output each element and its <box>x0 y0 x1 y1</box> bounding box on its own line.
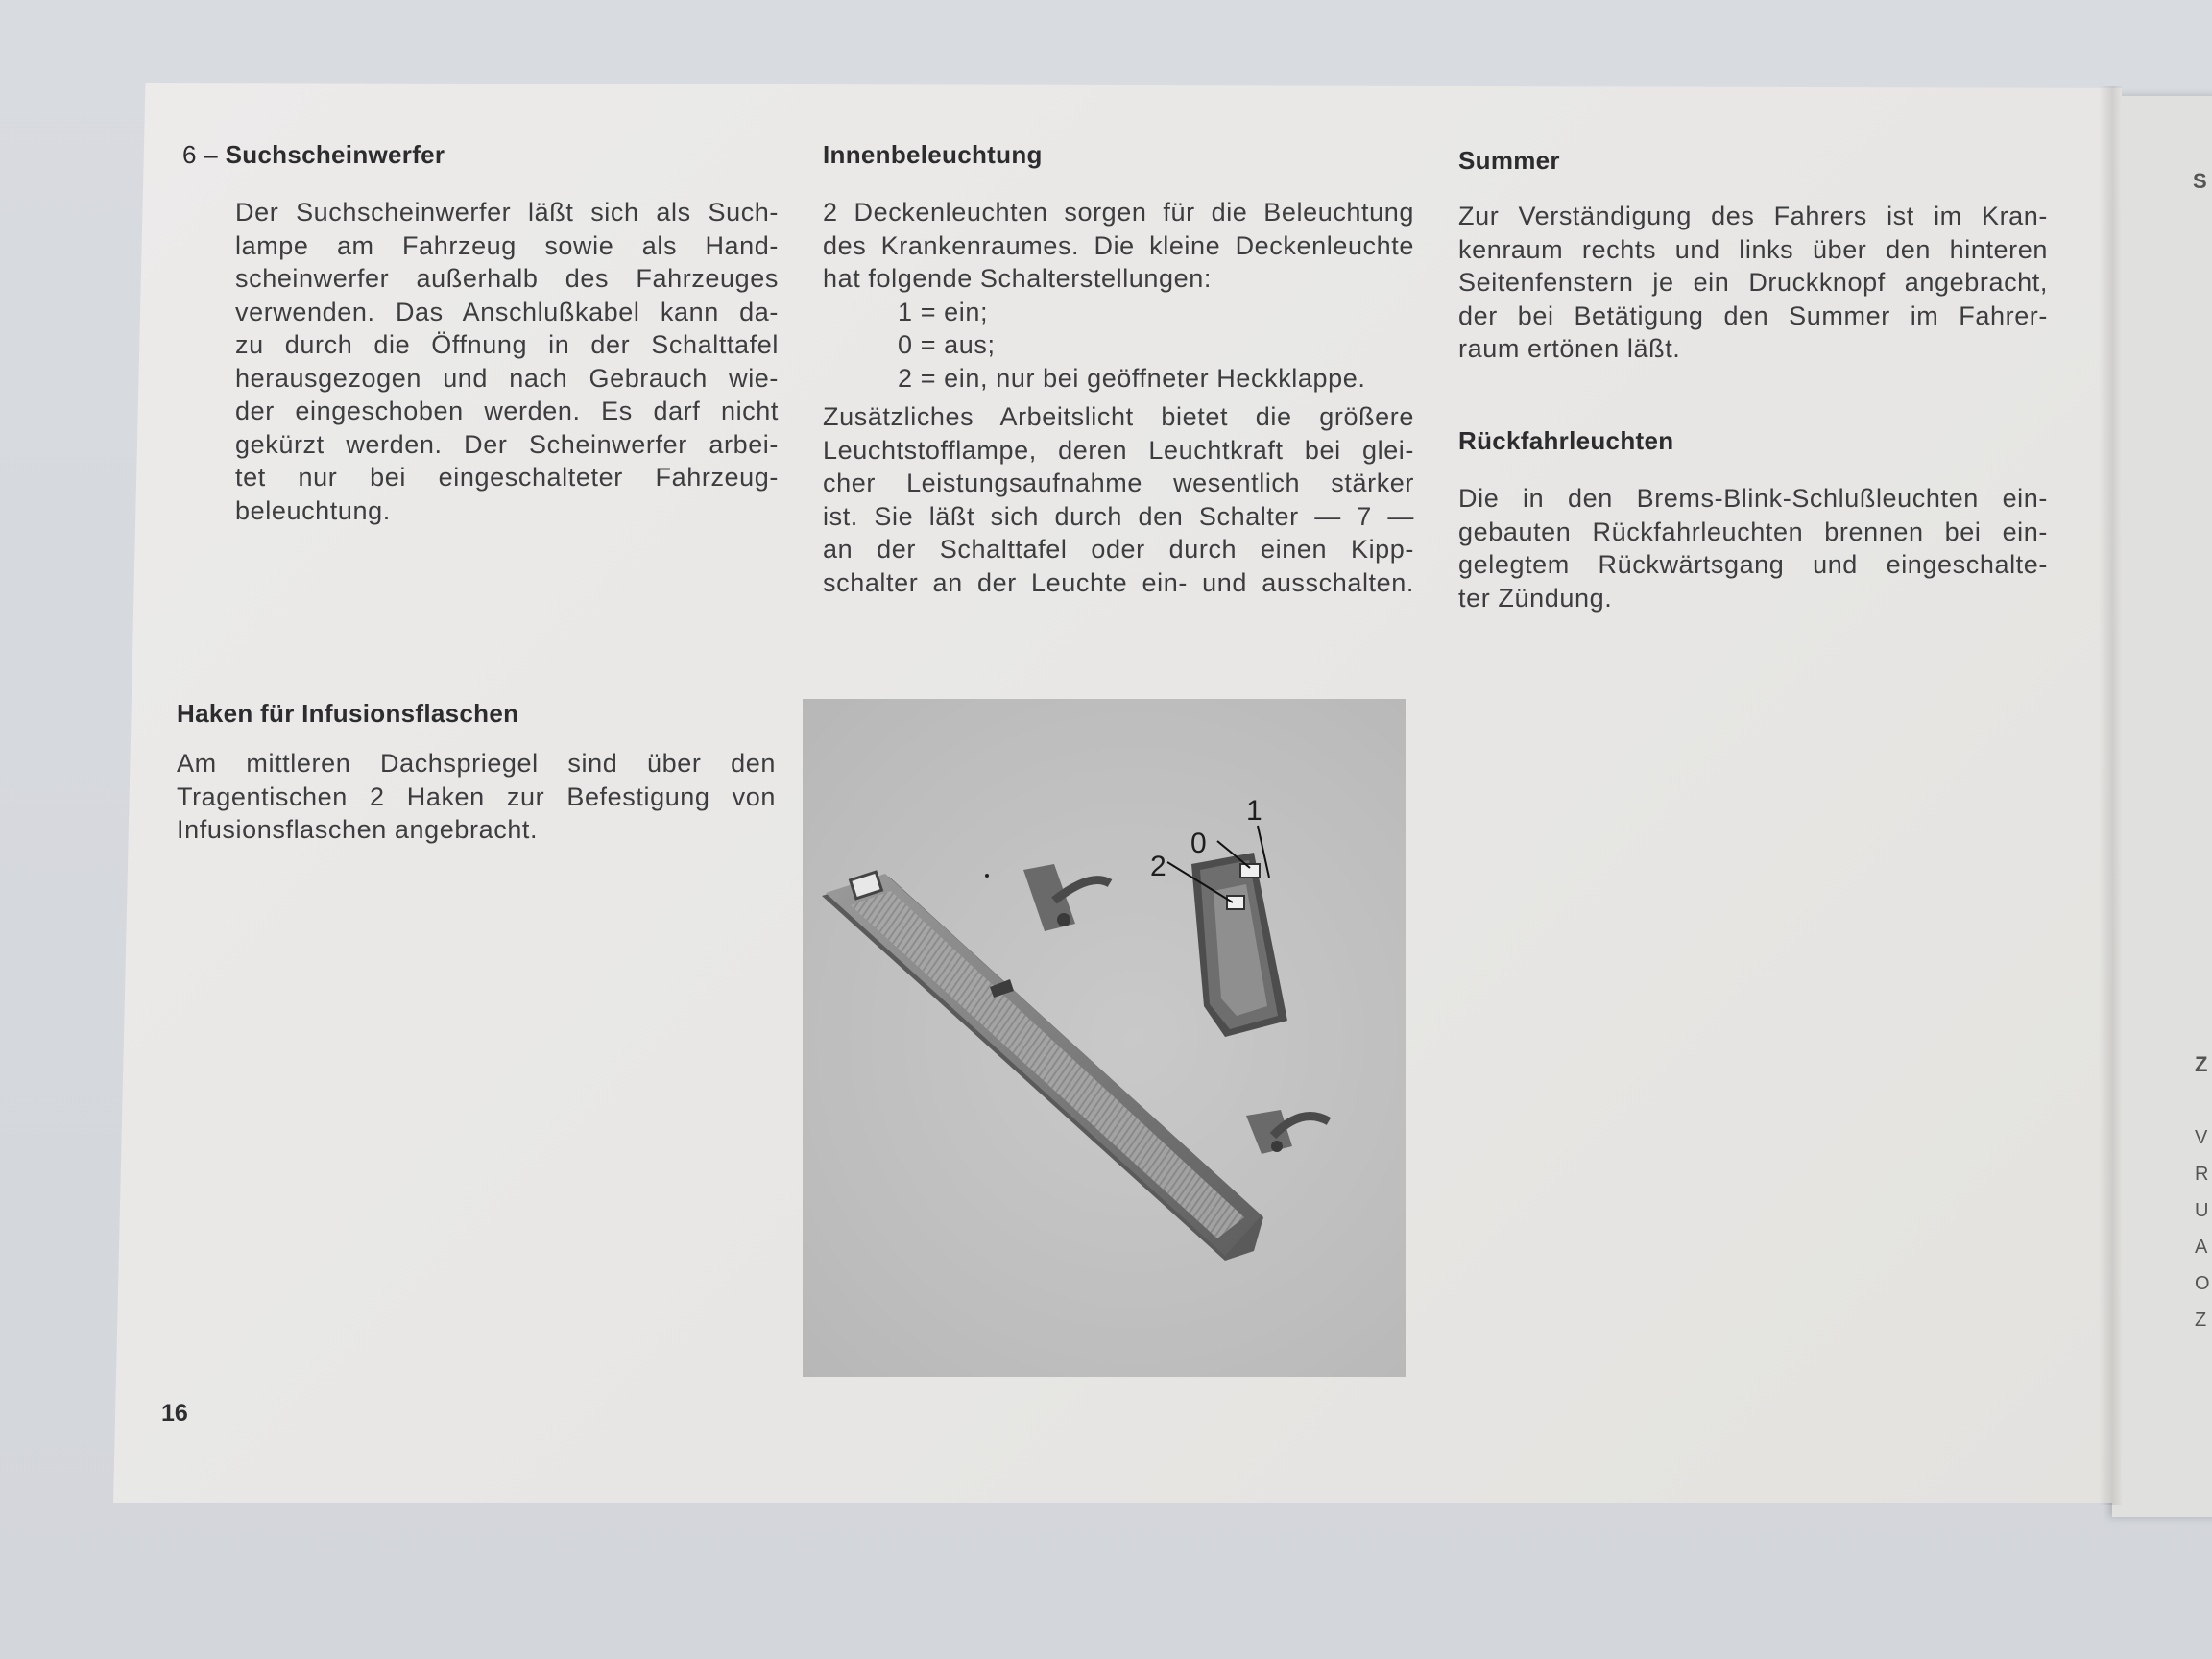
text-line: Leuchtstofflampe, deren Leuchtkraft bei glei- <box>823 435 1414 465</box>
heading-rueckfahrleuchten: Rückfahrleuchten <box>1458 426 1674 455</box>
fluorescent-lamp <box>822 872 1263 1261</box>
heading-suchscheinwerfer <box>182 140 445 170</box>
text-line: scheinwerfer außerhalb des Fahrzeuges <box>235 264 779 293</box>
paragraph-innenbeleuchtung <box>823 196 1414 599</box>
text-line: raum ertönen läßt. <box>1458 334 1681 363</box>
next-page-glyph: V <box>2195 1127 2208 1148</box>
text-line: zu durch die Öffnung in der Schalttafel <box>235 330 779 359</box>
text-line: cher Leistungsaufnahme wesentlich stärker <box>823 469 1414 497</box>
text-line: kenraum rechts und links über den hinteren <box>1458 234 2048 264</box>
callout-0: 0 <box>1190 828 1207 859</box>
next-page-edge <box>2112 96 2212 1517</box>
next-page-glyph: A <box>2195 1237 2208 1258</box>
text-line: an der Schalttafel oder durch einen Kipp- <box>823 535 1414 564</box>
text-line: schalter an der Leuchte ein- und ausschalten. <box>823 567 1414 597</box>
text-line: Tragentischen 2 Haken zur Befestigung von <box>177 781 776 811</box>
text-line: tet nur bei eingeschalteter Fahrzeug- <box>235 463 779 492</box>
paragraph-suchscheinwerfer <box>235 196 779 527</box>
text-line: Infusionsflaschen angebracht. <box>177 815 539 844</box>
interior-lights-photo <box>803 699 1406 1377</box>
text-line: herausgezogen und nach Gebrauch wie- <box>235 363 779 393</box>
next-page-glyph: R <box>2195 1164 2209 1185</box>
switch-position-item: 0 = aus; <box>898 330 996 359</box>
switch-position-item: 1 = ein; <box>898 297 989 326</box>
text-line: beleuchtung. <box>235 495 391 525</box>
text-line: der bei Betätigung den Summer im Fahrer- <box>1458 301 2048 330</box>
text-line: Die in den Brems-Blink-Schlußleuchten ein- <box>1458 484 2048 513</box>
paragraph-haken <box>177 747 776 847</box>
text-line: des Krankenraumes. Die kleine Deckenleuchte <box>823 230 1414 260</box>
text-line: hat folgende Schalterstellungen: <box>823 264 1212 293</box>
heading-haken: Haken für Infusionsflaschen <box>177 699 519 728</box>
text-line: Der Suchscheinwerfer läßt sich als Such- <box>235 198 779 227</box>
page-gutter-shadow <box>2099 86 2122 1505</box>
text-line: lampe am Fahrzeug sowie als Hand- <box>235 230 779 260</box>
next-page-glyph: U <box>2195 1200 2209 1221</box>
text-line: gebauten Rückfahrleuchten brennen bei ein- <box>1458 517 2048 546</box>
text-line: Am mittleren Dachspriegel sind über den <box>177 749 776 778</box>
paragraph-rueckfahrleuchten <box>1458 482 2048 614</box>
section-number: 6 – <box>182 140 219 169</box>
next-page-glyph: O <box>2195 1273 2210 1294</box>
text-line: der eingeschoben werden. Es darf nicht <box>235 397 779 425</box>
next-page-glyph: Z <box>2195 1052 2208 1076</box>
callout-1: 1 <box>1246 795 1262 827</box>
text-line: Seitenfenstern je ein Druckknopf angebracht, <box>1458 268 2048 297</box>
callout-2: 2 <box>1150 851 1166 882</box>
heading-summer: Summer <box>1458 146 1560 175</box>
next-page-glyph: S <box>2193 169 2207 193</box>
page-number: 16 <box>161 1400 188 1427</box>
infusion-hook-lower <box>1246 1110 1329 1154</box>
infusion-hook-upper <box>1023 864 1110 931</box>
text-line: Zusätzliches Arbeitslicht bietet die größere <box>823 402 1414 431</box>
dome-lamp <box>1191 853 1287 1037</box>
text-line: verwenden. Das Anschlußkabel kann da- <box>235 297 779 326</box>
text-line: ter Zündung. <box>1458 583 1613 613</box>
text-line: Zur Verständigung des Fahrers ist im Kran- <box>1458 202 2048 230</box>
text-line: gekürzt werden. Der Scheinwerfer arbei- <box>235 429 779 459</box>
text-line: 2 Deckenleuchten sorgen für die Beleuchtung <box>823 198 1414 227</box>
text-line: ist. Sie läßt sich durch den Schalter — 7 — <box>823 501 1414 531</box>
paragraph-summer <box>1458 200 2048 366</box>
text-line: gelegtem Rückwärtsgang und eingeschalte- <box>1458 550 2048 579</box>
interior-lights-illustration <box>803 699 1406 1377</box>
heading-innenbeleuchtung: Innenbeleuchtung <box>823 140 1043 169</box>
next-page-glyph: Z <box>2195 1310 2207 1331</box>
section-title: Suchscheinwerfer <box>225 140 445 169</box>
switch-position-item: 2 = ein, nur bei geöffneter Heckklappe. <box>898 363 1366 393</box>
